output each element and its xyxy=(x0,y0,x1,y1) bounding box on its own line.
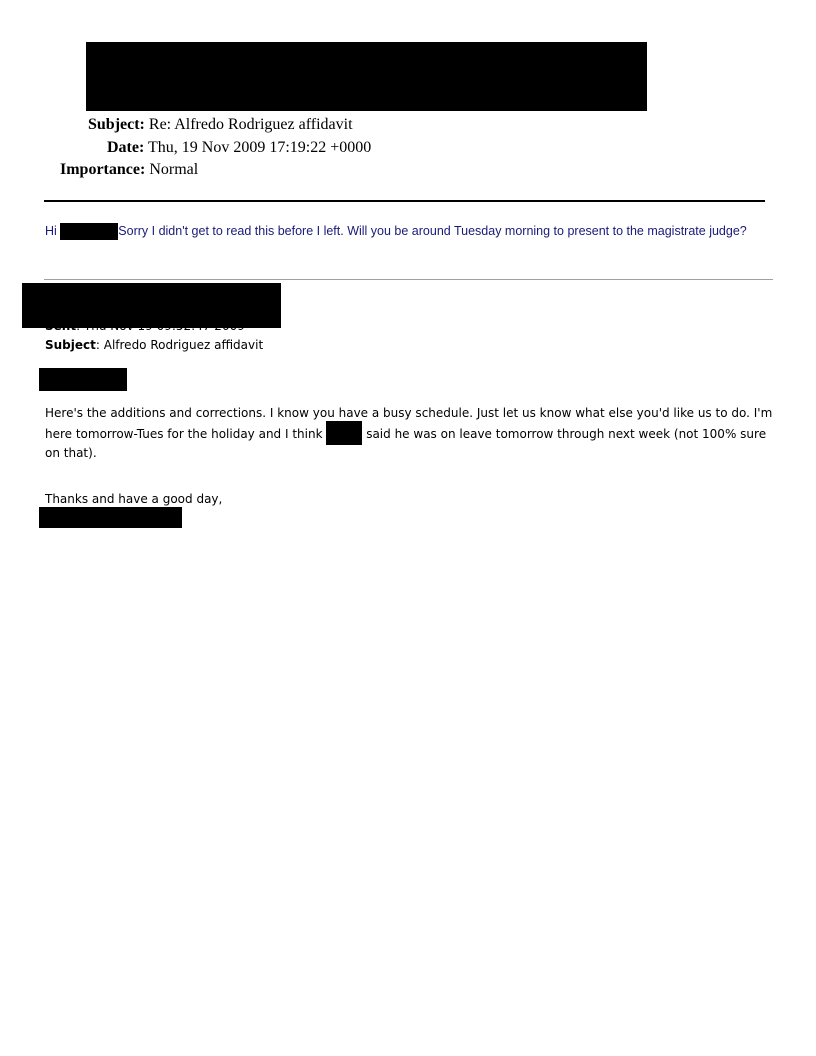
original-subject-label: Subject xyxy=(45,338,96,352)
redacted-salutation xyxy=(39,368,127,391)
reply-text: Sorry I didn't get to read this before I left. Will you be around Tuesday morning to present to the magistrate judge? xyxy=(118,224,747,238)
quote-divider xyxy=(44,279,773,280)
reply-greeting: Hi xyxy=(45,224,57,238)
redacted-recipient-name xyxy=(60,223,118,240)
reply-message xyxy=(45,223,765,240)
importance-value: Normal xyxy=(149,161,199,178)
date-row xyxy=(107,138,371,158)
original-body xyxy=(45,405,773,461)
body-part-1: Here's the additions and corrections. I know you have a busy schedule. Just let us know what else you'd like us to do. I'm here tomorrow-Tues for the holiday and I think xyxy=(45,406,773,441)
importance-label: Importance: xyxy=(60,161,146,178)
redacted-person-name xyxy=(326,421,362,445)
original-subject-row xyxy=(45,338,263,353)
body-part-2: said he was on leave tomorrow through next week (not 100% sure on that). xyxy=(45,427,767,460)
subject-row xyxy=(88,115,353,135)
redacted-from-to-block xyxy=(22,283,281,328)
date-value: Thu, 19 Nov 2009 17:19:22 +0000 xyxy=(148,139,372,156)
importance-row xyxy=(60,160,198,180)
original-subject-value: : Alfredo Rodriguez affidavit xyxy=(95,338,264,352)
subject-value: Re: Alfredo Rodriguez affidavit xyxy=(148,116,353,133)
redacted-signature xyxy=(39,507,182,528)
closing-line xyxy=(45,491,773,507)
redacted-header-block xyxy=(86,42,647,111)
subject-label: Subject: xyxy=(88,116,145,133)
date-label: Date: xyxy=(107,139,145,156)
closing-text: Thanks and have a good day, xyxy=(45,492,223,506)
header-divider xyxy=(44,200,765,202)
